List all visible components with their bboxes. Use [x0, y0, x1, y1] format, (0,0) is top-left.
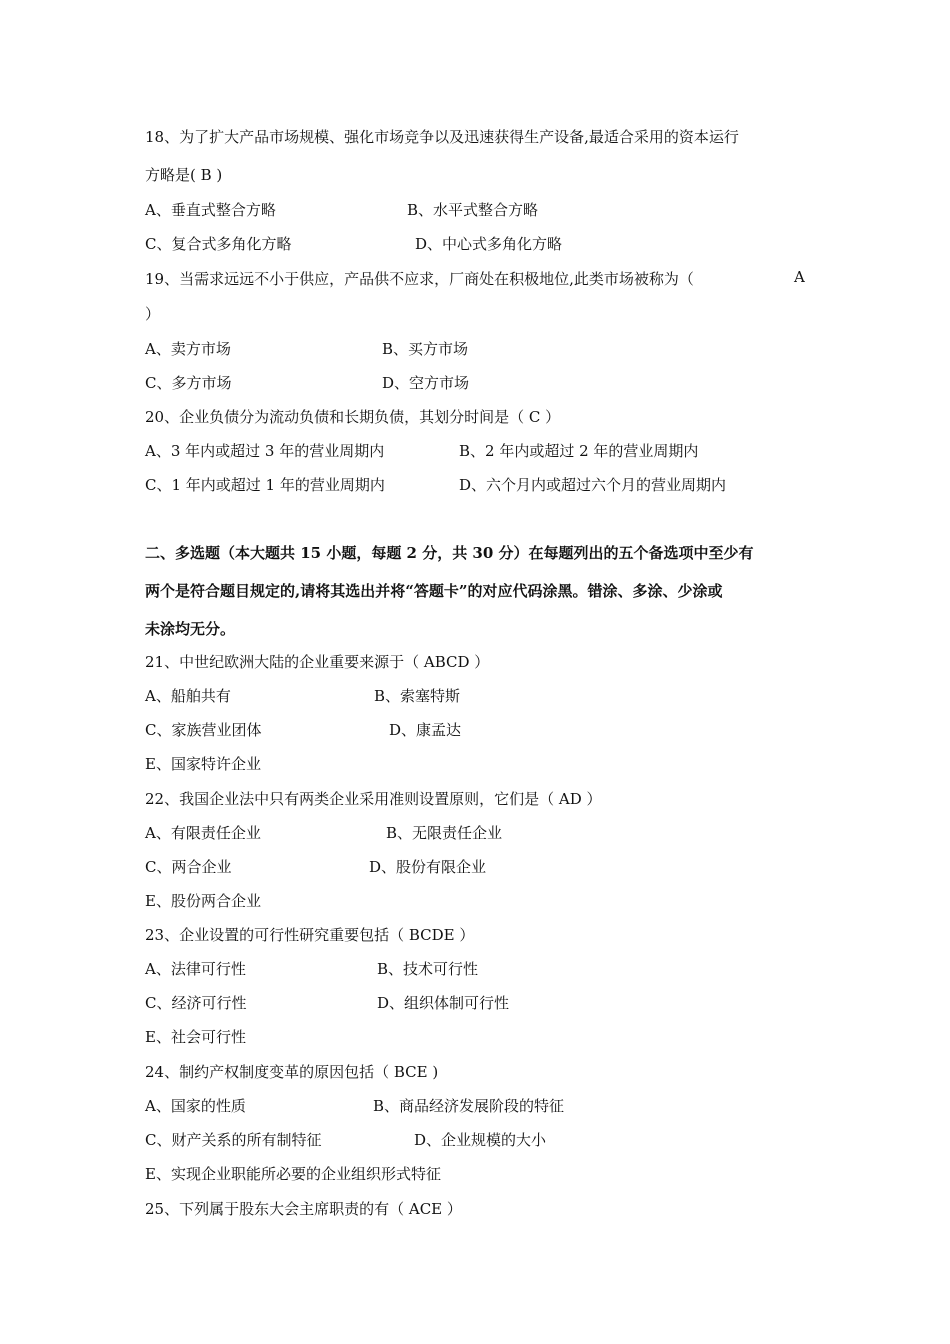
question-21-stem: 21、中世纪欧洲大陆的企业重要来源于（ ABCD ） [145, 653, 490, 671]
question-20-option-b: B、2 年内或超过 2 年的营业周期内 [459, 442, 699, 460]
question-23-option-a: A、法律可行性 [145, 960, 246, 978]
question-19-option-a: A、卖方市场 [145, 340, 231, 358]
question-22-option-a: A、有限责任企业 [145, 824, 261, 842]
question-18-option-d: D、中心式多角化方略 [415, 235, 563, 253]
question-18-stem-cont: 方略是( B ) [145, 166, 223, 184]
section-2-heading-cont: 两个是符合题目规定的,请将其选出并将“答题卡”的对应代码涂黑。错涂、多涂、少涂或 [145, 582, 723, 600]
question-21-option-e: E、国家特许企业 [145, 755, 261, 773]
question-19-stem-cont: ） [145, 305, 161, 323]
question-20-option-d: D、六个月内或超过六个月的营业周期内 [459, 476, 727, 494]
question-20-stem: 20、企业负债分为流动负债和长期负债，其划分时间是（ C ） [145, 408, 561, 426]
question-22-stem: 22、我国企业法中只有两类企业采用准则设置原则，它们是（ AD ） [145, 790, 602, 808]
question-24-stem: 24、制约产权制度变革的原因包括（ BCE ) [145, 1063, 439, 1081]
question-22-option-d: D、股份有限企业 [369, 858, 487, 876]
question-21-option-d: D、康孟达 [389, 721, 462, 739]
question-25-stem: 25、下列属于股东大会主席职责的有（ ACE ） [145, 1200, 462, 1218]
question-21-option-a: A、船舶共有 [145, 687, 231, 705]
question-20-option-c: C、1 年内或超过 1 年的营业周期内 [145, 476, 385, 494]
question-23-option-e: E、社会可行性 [145, 1028, 246, 1046]
question-22-option-c: C、两合企业 [145, 858, 232, 876]
question-19-option-c: C、多方市场 [145, 374, 232, 392]
question-22-option-e: E、股份两合企业 [145, 892, 261, 910]
question-21-option-b: B、索塞特斯 [374, 687, 461, 705]
question-24-option-d: D、企业规模的大小 [414, 1131, 547, 1149]
section-2-heading-end: 未涂均无分。 [145, 620, 236, 638]
question-23-option-b: B、技术可行性 [377, 960, 479, 978]
question-24-option-a: A、国家的性质 [145, 1097, 246, 1115]
question-24-option-c: C、财产关系的所有制特征 [145, 1131, 322, 1149]
question-18-option-a: A、垂直式整合方略 [145, 201, 276, 219]
question-19-stem: 19、当需求远远不小于供应，产品供不应求，厂商处在积极地位,此类市场被称为（ [145, 270, 694, 288]
question-24-option-b: B、商品经济发展阶段的特征 [373, 1097, 565, 1115]
question-21-option-c: C、家族营业团体 [145, 721, 262, 739]
question-24-option-e: E、实现企业职能所必要的企业组织形式特征 [145, 1165, 441, 1183]
question-23-option-d: D、组织体制可行性 [377, 994, 510, 1012]
section-2-heading: 二、多选题（本大题共 15 小题，每题 2 分，共 30 分）在每题列出的五个备选项中至少有 [145, 544, 754, 562]
question-18-option-c: C、复合式多角化方略 [145, 235, 292, 253]
question-22-option-b: B、无限责任企业 [386, 824, 503, 842]
question-20-option-a: A、3 年内或超过 3 年的营业周期内 [145, 442, 385, 460]
question-18-option-b: B、水平式整合方略 [407, 201, 539, 219]
question-18-stem: 18、为了扩大产品市场规模、强化市场竞争以及迅速获得生产设备,最适合采用的资本运行 [145, 128, 739, 146]
question-19-option-d: D、空方市场 [382, 374, 470, 392]
question-23-option-c: C、经济可行性 [145, 994, 247, 1012]
question-23-stem: 23、企业设置的可行性研究重要包括（ BCDE ） [145, 926, 475, 944]
question-19-option-b: B、买方市场 [382, 340, 469, 358]
question-19-answer: A [794, 268, 805, 286]
